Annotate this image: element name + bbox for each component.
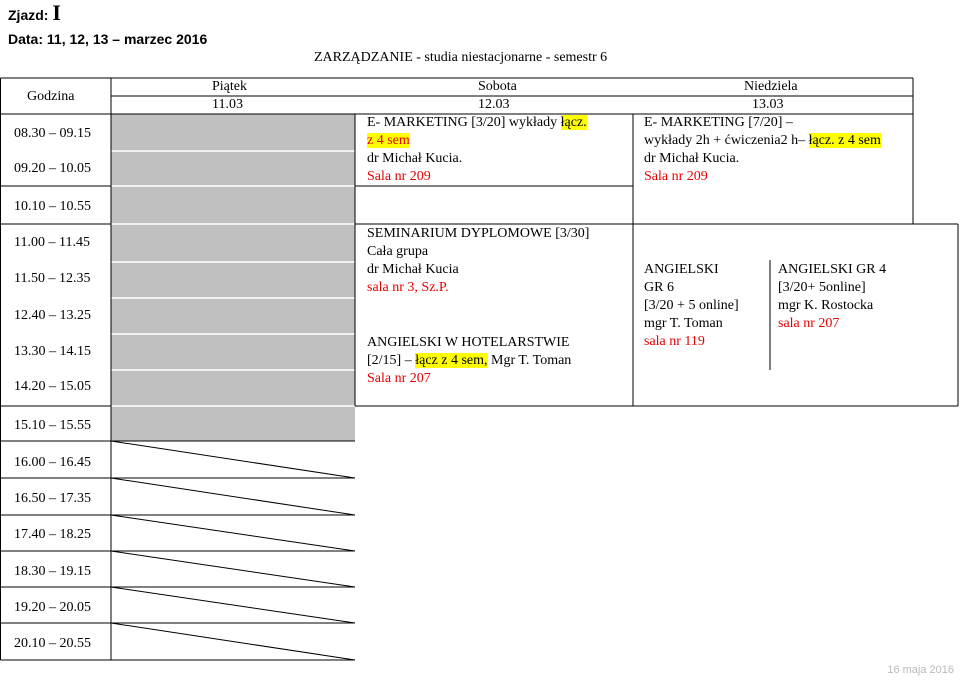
merge-note: z 4 sem	[367, 133, 410, 148]
lecturer: mgr K. Rostocka	[778, 298, 874, 313]
day-date-friday: 11.03	[212, 97, 243, 112]
empty-cell-diagonal	[111, 551, 355, 587]
day-date-saturday: 12.03	[478, 97, 510, 112]
day-name-sunday: Niedziela	[744, 79, 798, 94]
time-slot: 18.30 – 19.15	[14, 564, 91, 579]
godzina-header: Godzina	[27, 89, 75, 104]
time-slot: 11.50 – 12.35	[14, 271, 91, 286]
lecturer: Mgr T. Toman	[487, 353, 572, 368]
class-title: E- MARKETING [7/20] –	[644, 115, 793, 130]
time-slot: 14.20 – 15.05	[14, 379, 91, 394]
class-title: SEMINARIUM DYPLOMOWE [3/30]	[367, 226, 590, 241]
group-label: GR 6	[644, 280, 674, 295]
class-title: ANGIELSKI GR 4	[778, 262, 887, 277]
class-hours: wykłady 2h + ćwiczenia2 h–	[644, 133, 809, 148]
day-date-sunday: 13.03	[752, 97, 784, 112]
class-hours: [2/15] –	[367, 353, 416, 368]
empty-cell-diagonal	[111, 441, 355, 478]
time-slot: 08.30 – 09.15	[14, 126, 91, 141]
time-slot: 17.40 – 18.25	[14, 527, 91, 542]
time-slot: 15.10 – 15.55	[14, 418, 91, 433]
time-slot: 11.00 – 11.45	[14, 235, 90, 250]
lecturer: mgr T. Toman	[644, 316, 723, 331]
class-hours: [3/20 + 5 online]	[644, 298, 739, 313]
friday-gray-block	[111, 114, 355, 441]
lecturer: dr Michał Kucia.	[644, 151, 740, 166]
time-slot: 19.20 – 20.05	[14, 600, 91, 615]
time-slot: 20.10 – 20.55	[14, 636, 91, 651]
day-name-saturday: Sobota	[478, 79, 517, 94]
empty-cell-diagonal	[111, 478, 355, 515]
room-label: Sala nr 209	[644, 169, 708, 184]
date-line: Data: 11, 12, 13 – marzec 2016	[8, 31, 208, 47]
zjazd-label-text: Zjazd:	[8, 7, 49, 23]
footer-date: 16 maja 2016	[887, 664, 954, 676]
time-slot: 09.20 – 10.05	[14, 161, 91, 176]
zjazd-number: I	[52, 0, 61, 25]
group-label: Cała grupa	[367, 244, 429, 259]
empty-cell-diagonal	[111, 623, 355, 660]
time-slot: 10.10 – 10.55	[14, 199, 91, 214]
merge-note: łącz.	[560, 115, 587, 130]
room-label: sala nr 3, Sz.P.	[367, 280, 449, 295]
class-title: ANGIELSKI W HOTELARSTWIE	[367, 335, 570, 350]
time-slot: 12.40 – 13.25	[14, 308, 91, 323]
lecturer: dr Michał Kucia.	[367, 151, 463, 166]
class-details	[644, 132, 881, 150]
time-slot: 13.30 – 14.15	[14, 344, 91, 359]
class-details	[367, 352, 571, 370]
merge-note: łącz. z 4 sem	[808, 133, 881, 148]
room-label: sala nr 119	[644, 334, 705, 349]
class-title-text: E- MARKETING [3/20] wykłady	[367, 115, 561, 130]
empty-cell-diagonal	[111, 515, 355, 551]
room-label: sala nr 207	[778, 316, 840, 331]
page-subtitle: ZARZĄDZANIE - studia niestacjonarne - semestr 6	[314, 50, 608, 65]
room-label: Sala nr 209	[367, 169, 431, 184]
time-slot: 16.50 – 17.35	[14, 491, 91, 506]
day-name-friday: Piątek	[212, 79, 247, 94]
time-slot: 16.00 – 16.45	[14, 455, 91, 470]
class-hours: [3/20+ 5online]	[778, 280, 866, 295]
class-title: ANGIELSKI	[644, 262, 719, 277]
merge-note-line	[367, 132, 410, 150]
merge-note: łącz z 4 sem,	[415, 353, 488, 368]
room-label: Sala nr 207	[367, 371, 431, 386]
empty-cell-diagonal	[111, 587, 355, 623]
lecturer: dr Michał Kucia	[367, 262, 459, 277]
class-title	[367, 114, 587, 132]
